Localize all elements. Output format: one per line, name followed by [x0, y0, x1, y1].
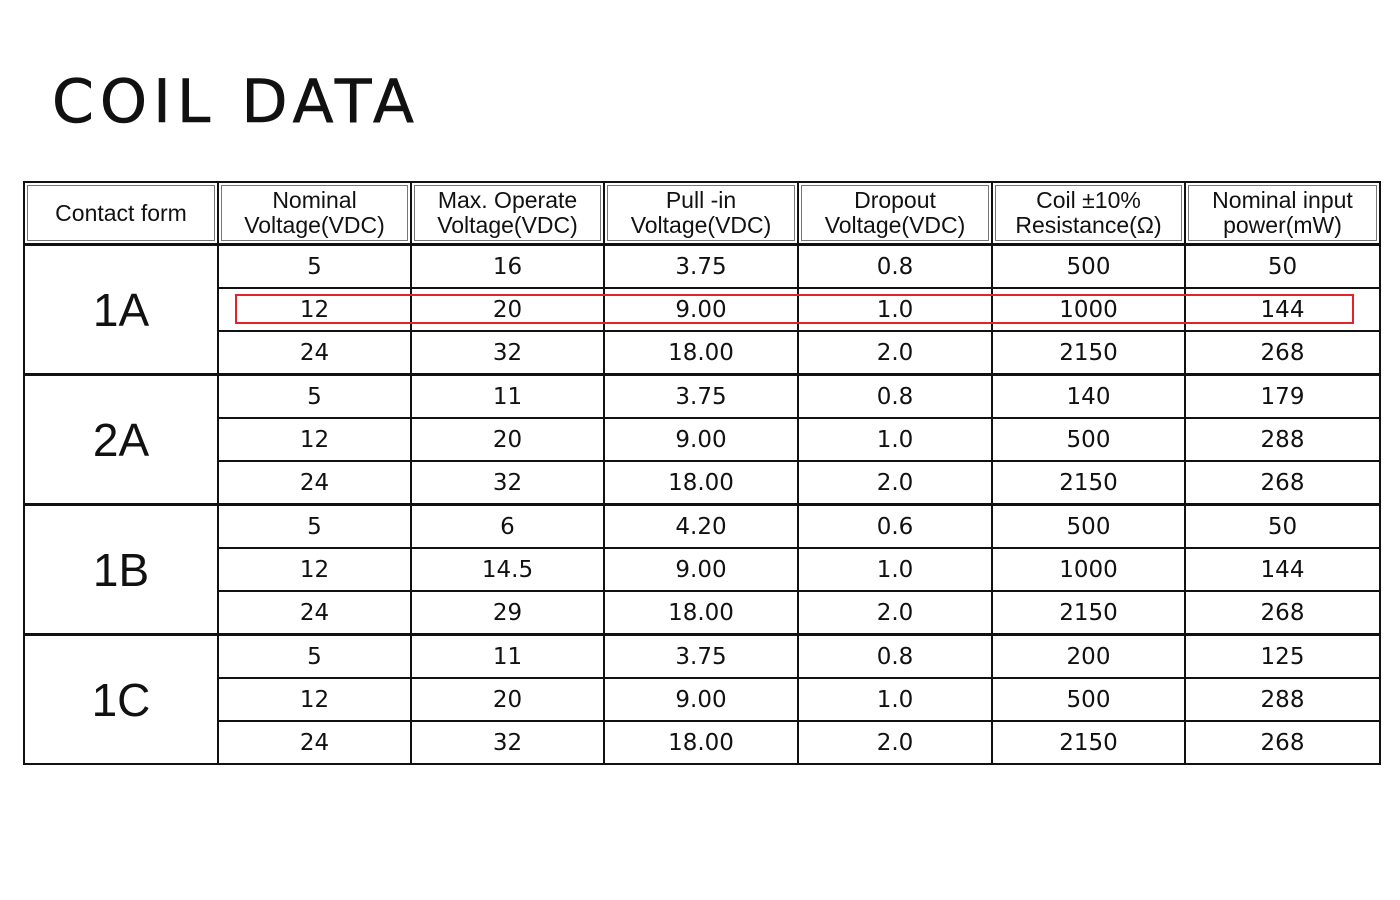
nominal-voltage-cell: 12 [218, 288, 411, 331]
nominal-input-power-cell: 268 [1185, 591, 1380, 635]
pull-in-voltage-cell: 18.00 [604, 591, 798, 635]
nominal-voltage-cell: 5 [218, 375, 411, 419]
nominal-voltage-cell: 5 [218, 245, 411, 289]
table-row [24, 331, 1380, 375]
coil-resistance-cell: 500 [992, 418, 1185, 461]
nominal-voltage-cell: 24 [218, 591, 411, 635]
coil-resistance-cell: 200 [992, 635, 1185, 679]
coil-resistance-cell: 1000 [992, 288, 1185, 331]
page-title: COIL DATA [52, 67, 420, 137]
table-header-row [24, 182, 1380, 245]
coil-resistance-cell: 1000 [992, 548, 1185, 591]
nominal-input-power-cell: 50 [1185, 245, 1380, 289]
header-coil-resistance: Coil ±10% Resistance(Ω) [992, 182, 1185, 245]
nominal-voltage-cell: 24 [218, 721, 411, 764]
max-operate-voltage-cell: 6 [411, 505, 604, 549]
coil-resistance-cell: 140 [992, 375, 1185, 419]
dropout-voltage-cell: 1.0 [798, 288, 992, 331]
nominal-voltage-cell: 24 [218, 461, 411, 505]
max-operate-voltage-cell: 20 [411, 418, 604, 461]
pull-in-voltage-cell: 18.00 [604, 461, 798, 505]
coil-data-table [23, 181, 1381, 765]
table-row [24, 678, 1380, 721]
nominal-input-power-cell: 125 [1185, 635, 1380, 679]
table-row [24, 591, 1380, 635]
coil-resistance-cell: 2150 [992, 591, 1185, 635]
header-max-operate-voltage: Max. Operate Voltage(VDC) [411, 182, 604, 245]
header-contact-form: Contact form [24, 182, 218, 245]
header-pull-in-voltage: Pull -in Voltage(VDC) [604, 182, 798, 245]
contact-form-cell: 2A [24, 375, 218, 505]
pull-in-voltage-cell: 3.75 [604, 635, 798, 679]
table-row [24, 548, 1380, 591]
table-body [24, 245, 1380, 765]
contact-form-cell: 1C [24, 635, 218, 765]
coil-resistance-cell: 2150 [992, 461, 1185, 505]
nominal-input-power-cell: 268 [1185, 721, 1380, 764]
table-row [24, 288, 1380, 331]
nominal-voltage-cell: 12 [218, 678, 411, 721]
nominal-input-power-cell: 144 [1185, 548, 1380, 591]
nominal-voltage-cell: 12 [218, 548, 411, 591]
nominal-voltage-cell: 5 [218, 635, 411, 679]
nominal-input-power-cell: 144 [1185, 288, 1380, 331]
dropout-voltage-cell: 2.0 [798, 331, 992, 375]
dropout-voltage-cell: 0.8 [798, 635, 992, 679]
max-operate-voltage-cell: 16 [411, 245, 604, 289]
nominal-input-power-cell: 268 [1185, 331, 1380, 375]
dropout-voltage-cell: 2.0 [798, 591, 992, 635]
header-nominal-input-power: Nominal input power(mW) [1185, 182, 1380, 245]
pull-in-voltage-cell: 9.00 [604, 678, 798, 721]
max-operate-voltage-cell: 32 [411, 331, 604, 375]
nominal-voltage-cell: 24 [218, 331, 411, 375]
nominal-input-power-cell: 179 [1185, 375, 1380, 419]
dropout-voltage-cell: 1.0 [798, 678, 992, 721]
max-operate-voltage-cell: 32 [411, 721, 604, 764]
nominal-input-power-cell: 50 [1185, 505, 1380, 549]
contact-form-cell: 1A [24, 245, 218, 375]
pull-in-voltage-cell: 18.00 [604, 721, 798, 764]
table-row [24, 635, 1380, 679]
dropout-voltage-cell: 0.8 [798, 245, 992, 289]
coil-resistance-cell: 500 [992, 505, 1185, 549]
dropout-voltage-cell: 2.0 [798, 461, 992, 505]
nominal-input-power-cell: 288 [1185, 678, 1380, 721]
max-operate-voltage-cell: 20 [411, 288, 604, 331]
pull-in-voltage-cell: 4.20 [604, 505, 798, 549]
table-row [24, 245, 1380, 289]
pull-in-voltage-cell: 9.00 [604, 548, 798, 591]
dropout-voltage-cell: 1.0 [798, 548, 992, 591]
contact-form-cell: 1B [24, 505, 218, 635]
dropout-voltage-cell: 2.0 [798, 721, 992, 764]
nominal-input-power-cell: 288 [1185, 418, 1380, 461]
pull-in-voltage-cell: 9.00 [604, 418, 798, 461]
max-operate-voltage-cell: 11 [411, 375, 604, 419]
pull-in-voltage-cell: 9.00 [604, 288, 798, 331]
table-row [24, 461, 1380, 505]
coil-resistance-cell: 500 [992, 678, 1185, 721]
table-row [24, 418, 1380, 461]
coil-resistance-cell: 500 [992, 245, 1185, 289]
dropout-voltage-cell: 0.6 [798, 505, 992, 549]
max-operate-voltage-cell: 32 [411, 461, 604, 505]
pull-in-voltage-cell: 3.75 [604, 245, 798, 289]
nominal-input-power-cell: 268 [1185, 461, 1380, 505]
pull-in-voltage-cell: 3.75 [604, 375, 798, 419]
header-dropout-voltage: Dropout Voltage(VDC) [798, 182, 992, 245]
table-row [24, 721, 1380, 764]
dropout-voltage-cell: 0.8 [798, 375, 992, 419]
dropout-voltage-cell: 1.0 [798, 418, 992, 461]
nominal-voltage-cell: 5 [218, 505, 411, 549]
coil-resistance-cell: 2150 [992, 331, 1185, 375]
nominal-voltage-cell: 12 [218, 418, 411, 461]
coil-resistance-cell: 2150 [992, 721, 1185, 764]
header-nominal-voltage: Nominal Voltage(VDC) [218, 182, 411, 245]
max-operate-voltage-cell: 29 [411, 591, 604, 635]
table-row [24, 375, 1380, 419]
pull-in-voltage-cell: 18.00 [604, 331, 798, 375]
table-row [24, 505, 1380, 549]
max-operate-voltage-cell: 11 [411, 635, 604, 679]
max-operate-voltage-cell: 14.5 [411, 548, 604, 591]
max-operate-voltage-cell: 20 [411, 678, 604, 721]
